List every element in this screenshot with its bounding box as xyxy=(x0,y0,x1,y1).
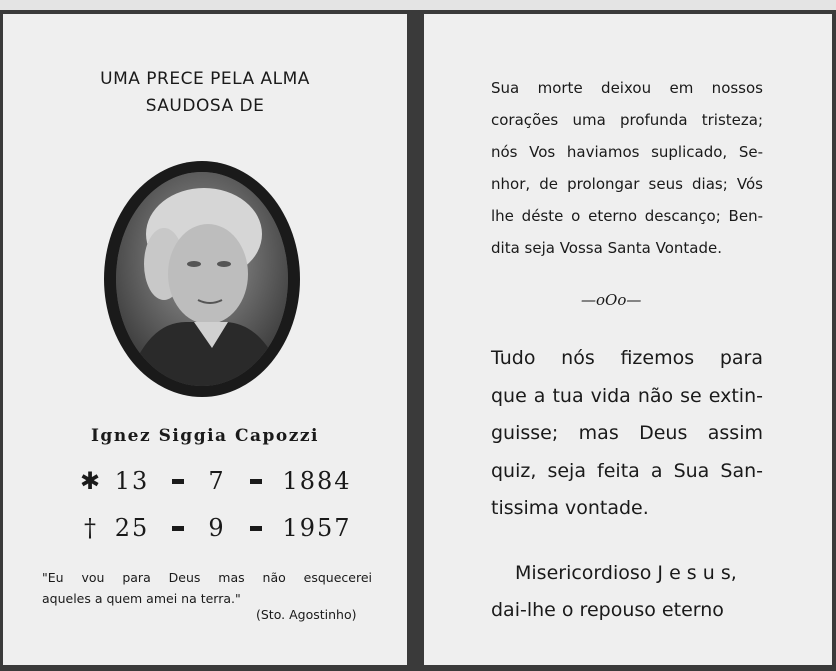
card-heading xyxy=(0,66,410,120)
deceased-name: Ignez Siggia Capozzi xyxy=(90,426,320,446)
ornament-separator: —oOo— xyxy=(581,291,642,309)
paragraph-1-line: Sua morte deixou em nossos xyxy=(491,79,763,97)
paragraph-1 xyxy=(491,72,763,264)
portrait-illustration xyxy=(116,172,288,386)
paragraph-1-line: nós Vos haviamos suplicado, Se- xyxy=(491,143,763,161)
paragraph-2-line: guisse; mas Deus assim xyxy=(491,422,763,444)
portrait-photo xyxy=(116,172,288,386)
paragraph-1-line: corações uma profunda tristeza; xyxy=(491,111,763,129)
paragraph-2-line: Tudo nós fizemos para xyxy=(491,347,763,369)
death-month: 9 xyxy=(208,514,226,542)
death-cross-icon: † xyxy=(84,514,98,542)
paragraph-1-line: nhor, de prolongar seus dias; Vós xyxy=(491,175,763,193)
background-strip xyxy=(0,0,836,10)
prayer xyxy=(491,555,766,629)
paragraph-1-line: dita seja Vossa Santa Vontade. xyxy=(491,239,722,257)
death-date xyxy=(72,514,362,542)
quote-line-2: aqueles a quem amei na terra." xyxy=(42,591,241,606)
quote-line-1: "Eu vou para Deus mas não esquecerei xyxy=(42,570,372,585)
date-separator xyxy=(172,526,184,531)
date-separator xyxy=(172,479,184,484)
birth-day: 13 xyxy=(114,467,150,495)
prayer-line-2: dai-lhe o repouso eterno xyxy=(491,599,724,621)
paragraph-2-line: quiz, seja feita a Sua San- xyxy=(491,459,763,482)
quote xyxy=(42,567,372,609)
birth-year: 1884 xyxy=(282,467,352,495)
birth-date xyxy=(72,467,362,495)
heading-line-1: UMA PRECE PELA ALMA xyxy=(100,69,310,89)
quote-attribution: (Sto. Agostinho) xyxy=(256,607,357,622)
birth-star-icon: ✱ xyxy=(79,467,103,495)
paragraph-1-line: lhe déste o eterno descanço; Ben- xyxy=(491,207,763,225)
heading-line-2: SAUDOSA DE xyxy=(145,96,265,116)
paragraph-2-line: tissima vontade. xyxy=(491,497,649,519)
date-separator xyxy=(250,479,262,484)
prayer-line-1: Misericordioso J e s u s, xyxy=(515,562,737,584)
paragraph-2 xyxy=(491,340,763,528)
birth-month: 7 xyxy=(208,467,226,495)
death-day: 25 xyxy=(114,514,150,542)
date-separator xyxy=(250,526,262,531)
death-year: 1957 xyxy=(282,514,352,542)
paragraph-2-line: que a tua vida não se extin- xyxy=(491,384,763,407)
